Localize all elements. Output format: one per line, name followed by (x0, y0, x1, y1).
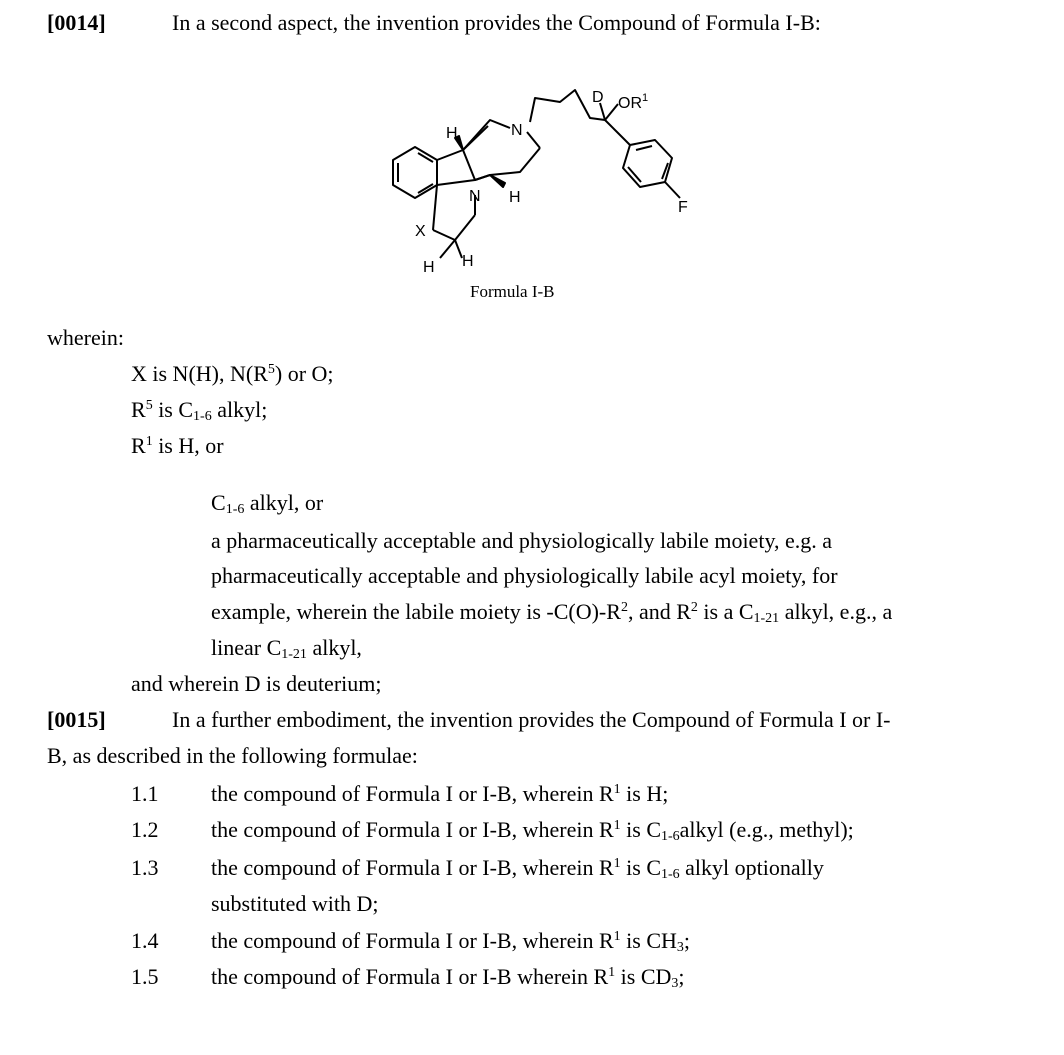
x-atom-label: X (415, 223, 426, 240)
labile-moiety-line-1: a pharmaceutically acceptable and physiologically labile moiety, e.g. a (211, 528, 833, 553)
paragraph-number: [0014] (47, 10, 106, 35)
benzene-ring (393, 147, 437, 198)
item-number: 1.3 (131, 855, 159, 880)
or1-label: $OR^1$ (618, 92, 649, 112)
labile-moiety-line-2: pharmaceutically acceptable and physiologically labile acyl moiety, for (211, 563, 838, 588)
c16-alkyl-option: $C_{1-6}$ alkyl, or (211, 490, 324, 517)
wherein-label: wherein: (47, 325, 124, 350)
paragraph-0015-heading (47, 707, 106, 733)
paragraph-0014-text: In a second aspect, the invention provides the Compound of Formula I-B: (172, 10, 821, 35)
figure-caption: Formula I-B (470, 282, 555, 301)
item-number: 1.1 (131, 781, 159, 806)
list-item: the compound of Formula I or I-B wherein $R^1$ is $CD_3$; (211, 964, 685, 991)
piperidine-nitrogen-label: N (511, 122, 523, 139)
hydrogen-label-2: H (509, 189, 521, 206)
formula-i-b-structure (375, 80, 695, 280)
deuterium-definition: and wherein D is deuterium; (131, 671, 382, 696)
hydrogen-label-4: H (462, 253, 474, 270)
list-item: the compound of Formula I or I-B, wherein $R^1$ is $C_{1-6}alkyl$ (e.g., methyl); (211, 817, 854, 844)
r5-definition: $R^5$ is $C_{1-6}$ alkyl; (131, 397, 268, 424)
paragraph-0014-heading (47, 10, 106, 36)
list-item: the compound of Formula I or I-B, wherein $R^1$ is $C_{1-6}$ alkyl optionally (211, 855, 824, 882)
list-item-continuation: substituted with D; (211, 891, 379, 916)
paragraph-number: [0015] (47, 707, 106, 732)
list-item: the compound of Formula I or I-B, wherein $R^1$ is $CH_3$; (211, 928, 691, 955)
deuterium-label: D (592, 89, 604, 106)
x-definition: X is N(H), $N(R^5)$ or O; (131, 361, 334, 386)
paragraph-0015-text-line-1: In a further embodiment, the invention provides the Compound of Formula I or I- (172, 707, 891, 732)
r1-definition: $R^1$ is H, or (131, 433, 224, 458)
paragraph-0015-text-line-2: B, as described in the following formulae: (47, 743, 418, 768)
list-item: the compound of Formula I or I-B, wherein $R^1$ is H; (211, 781, 669, 806)
indoline-nitrogen-label: N (469, 188, 481, 205)
item-number: 1.4 (131, 928, 159, 953)
hydrogen-label-3: H (423, 259, 435, 276)
labile-moiety-line-3: example, wherein the labile moiety is $-C(O)-R^2$, and $R^2$ is a $C_{1-21}$ alkyl, e.g., a (211, 599, 893, 626)
labile-moiety-line-4: linear $C_{1-21}$ alkyl, (211, 635, 362, 662)
item-number: 1.5 (131, 964, 159, 989)
item-number: 1.2 (131, 817, 159, 842)
hydrogen-label-1: H (446, 125, 458, 142)
fluorine-label: F (678, 199, 688, 216)
